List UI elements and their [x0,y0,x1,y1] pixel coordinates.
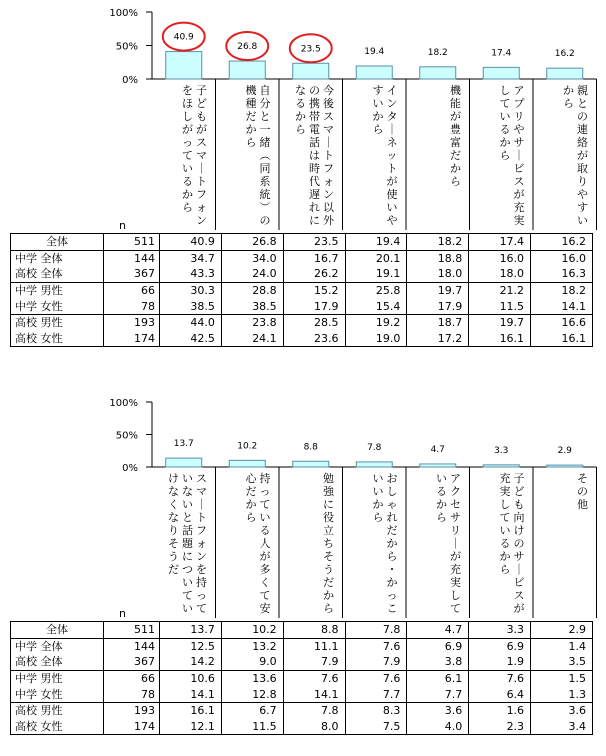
chart-panel-1 [0,0,606,365]
table-cell: 13.6 [221,670,283,686]
y-tick-label: 0% [122,75,138,86]
y-tick-label: 50% [115,430,138,442]
row-label: 中学 全体 [11,638,104,654]
data-label: 23.5 [300,44,321,55]
row-n: 367 [104,266,160,282]
data-table-1 [10,233,593,347]
table-cell: 3.4 [531,719,593,735]
n-header: n [119,607,126,620]
table-cell: 17.9 [283,298,345,314]
table-cell: 3.8 [407,654,469,670]
bar [483,465,519,467]
table-cell: 7.6 [345,638,407,654]
table-cell: 3.5 [531,654,593,670]
n-header: n [119,219,126,232]
row-label: 中学 男性 [11,670,104,686]
row-n: 193 [104,314,160,330]
data-label: 4.7 [430,444,445,455]
table-cell: 7.9 [283,654,345,670]
data-label: 10.2 [237,441,258,452]
table-cell: 15.2 [283,282,345,298]
category-label: 持っている人が多くて安心だから [245,472,271,615]
table-cell: 7.8 [345,622,407,639]
row-label: 中学 女性 [11,298,104,314]
table-row [11,686,593,702]
table-row [11,670,593,686]
table-cell: 18.2 [531,282,593,298]
table-row [11,331,593,347]
table-cell: 16.6 [531,314,593,330]
table-cell: 24.1 [221,331,283,347]
row-label: 高校 男性 [11,314,104,330]
category-label: その他 [577,472,588,511]
table-row [11,250,593,266]
data-label: 2.9 [557,446,572,457]
table-cell: 19.1 [345,266,407,282]
table-cell: 30.3 [160,282,222,298]
y-tick-label: 50% [115,41,138,53]
table-cell: 1.5 [531,670,593,686]
table-cell: 18.8 [407,250,469,266]
row-n: 144 [104,250,160,266]
bar [293,461,329,467]
bar-chart-1 [0,0,606,230]
category-label: おしゃれだから・かっこいいから [372,472,398,615]
table-cell: 6.7 [221,702,283,718]
y-tick-label: 100% [109,398,138,409]
table-cell: 28.8 [221,282,283,298]
row-n: 144 [104,638,160,654]
category-label: 子ども向けのサ｜ビスが充実しているから [499,472,525,615]
table-cell: 19.7 [407,282,469,298]
table-cell: 16.7 [283,250,345,266]
table-cell: 25.8 [345,282,407,298]
table-cell: 17.4 [469,234,531,251]
table-cell: 14.1 [283,686,345,702]
row-n: 174 [104,331,160,347]
row-label: 全体 [11,234,104,251]
table-cell: 23.8 [221,314,283,330]
table-row [11,314,593,330]
table-cell: 40.9 [160,234,222,251]
category-label: 親との連絡が取りやすいから [563,84,588,227]
table-cell: 4.7 [407,622,469,639]
row-n: 174 [104,719,160,735]
table-cell: 1.9 [469,654,531,670]
bar [229,460,265,467]
table-cell: 7.7 [345,686,407,702]
table-cell: 16.1 [160,702,222,718]
table-cell: 8.3 [345,702,407,718]
table-cell: 26.8 [221,234,283,251]
table-cell: 24.0 [221,266,283,282]
table-cell: 17.2 [407,331,469,347]
table-row [11,719,593,735]
table-cell: 1.4 [531,638,593,654]
category-label: 機能が豊富だから [450,84,461,188]
bar-chart-2 [0,390,606,618]
table-cell: 16.3 [531,266,593,282]
table-cell: 14.1 [160,686,222,702]
table-cell: 16.1 [469,331,531,347]
table-cell: 16.0 [469,250,531,266]
table-cell: 12.5 [160,638,222,654]
table-cell: 7.5 [345,719,407,735]
table-cell: 21.2 [469,282,531,298]
table-cell: 19.0 [345,331,407,347]
table-cell: 19.4 [345,234,407,251]
table-row [11,234,593,251]
table-cell: 10.6 [160,670,222,686]
data-label: 3.3 [494,445,509,456]
table-cell: 19.2 [345,314,407,330]
table-cell: 16.2 [531,234,593,251]
bar [547,465,583,467]
table-cell: 8.0 [283,719,345,735]
bar [420,67,456,79]
table-cell: 34.0 [221,250,283,266]
table-cell: 2.3 [469,719,531,735]
row-n: 193 [104,702,160,718]
bar [547,68,583,79]
table-row [11,282,593,298]
category-label: 今後スマ｜トフォン以外の携帯電話は時代遅れになるから [295,84,334,227]
table-cell: 7.8 [283,702,345,718]
bar [166,458,202,467]
table-cell: 7.9 [345,654,407,670]
data-label: 18.2 [427,47,448,58]
data-label: 8.8 [303,442,318,453]
table-cell: 10.2 [221,622,283,639]
table-cell: 17.9 [407,298,469,314]
table-cell: 28.5 [283,314,345,330]
table-cell: 8.8 [283,622,345,639]
row-label: 高校 全体 [11,654,104,670]
row-n: 66 [104,670,160,686]
row-n: 511 [104,234,160,251]
bar [356,66,392,79]
table-cell: 1.3 [531,686,593,702]
table-cell: 7.6 [469,670,531,686]
table-cell: 9.0 [221,654,283,670]
data-label: 40.9 [173,32,194,43]
table-cell: 26.2 [283,266,345,282]
data-label: 26.8 [237,42,258,53]
category-label: 勉強に役立ちそうだから [323,472,334,615]
bar [356,462,392,467]
table-cell: 18.7 [407,314,469,330]
table-cell: 20.1 [345,250,407,266]
table-row [11,622,593,639]
table-cell: 3.3 [469,622,531,639]
table-cell: 13.2 [221,638,283,654]
table-cell: 11.1 [283,638,345,654]
table-cell: 11.5 [469,298,531,314]
table-row [11,638,593,654]
table-cell: 2.9 [531,622,593,639]
table-cell: 6.9 [469,638,531,654]
table-cell: 16.1 [531,331,593,347]
table-cell: 15.4 [345,298,407,314]
table-row [11,266,593,282]
table-cell: 3.6 [407,702,469,718]
table-cell: 1.6 [469,702,531,718]
category-label: アプリやサ｜ビスが充実しているから [499,84,525,227]
table-row [11,298,593,314]
row-label: 高校 女性 [11,719,104,735]
table-cell: 23.5 [283,234,345,251]
row-label: 高校 男性 [11,702,104,718]
row-n: 66 [104,282,160,298]
row-n: 78 [104,686,160,702]
table-cell: 43.3 [160,266,222,282]
table-cell: 42.5 [160,331,222,347]
bar [166,52,202,79]
table-cell: 6.1 [407,670,469,686]
table-row [11,654,593,670]
category-label: 子どもがスマ｜トフォンをほしがっているから [182,84,207,227]
row-label: 全体 [11,622,104,639]
data-table-2 [10,621,593,735]
chart-panel-2 [0,390,606,756]
table-cell: 23.6 [283,331,345,347]
y-tick-label: 0% [122,463,138,474]
bar [483,67,519,79]
table-cell: 14.1 [531,298,593,314]
table-cell: 38.5 [221,298,283,314]
category-label: インタ｜ネットが使いやすいから [372,84,398,227]
table-cell: 7.7 [407,686,469,702]
table-cell: 18.2 [407,234,469,251]
table-cell: 44.0 [160,314,222,330]
table-cell: 13.7 [160,622,222,639]
table-cell: 6.9 [407,638,469,654]
row-label: 中学 女性 [11,686,104,702]
table-cell: 18.0 [469,266,531,282]
category-label: アクセサリ｜が充実しているから [436,472,461,615]
data-label: 16.2 [554,49,575,60]
table-row [11,702,593,718]
category-label: 自分と一緒︵同系統︶の機種だから [245,84,271,227]
table-cell: 11.5 [221,719,283,735]
bar [293,63,329,79]
row-label: 中学 男性 [11,282,104,298]
table-cell: 4.0 [407,719,469,735]
table-cell: 14.2 [160,654,222,670]
data-label: 7.8 [367,442,382,453]
table-cell: 16.0 [531,250,593,266]
y-tick-label: 100% [109,8,138,19]
table-cell: 19.7 [469,314,531,330]
table-cell: 3.6 [531,702,593,718]
data-label: 19.4 [364,47,385,58]
table-cell: 12.8 [221,686,283,702]
row-n: 511 [104,622,160,639]
table-cell: 18.0 [407,266,469,282]
row-label: 中学 全体 [11,250,104,266]
bar [420,464,456,467]
row-n: 78 [104,298,160,314]
row-n: 367 [104,654,160,670]
table-cell: 7.6 [345,670,407,686]
category-label: スマ｜トフォンを持っていないと話題についていけなくなりそうだ [168,472,207,615]
table-cell: 6.4 [469,686,531,702]
table-cell: 38.5 [160,298,222,314]
bar [229,61,265,79]
data-label: 17.4 [491,48,512,59]
row-label: 高校 女性 [11,331,104,347]
table-cell: 34.7 [160,250,222,266]
data-label: 13.7 [173,439,194,450]
table-cell: 7.6 [283,670,345,686]
table-cell: 12.1 [160,719,222,735]
row-label: 高校 全体 [11,266,104,282]
